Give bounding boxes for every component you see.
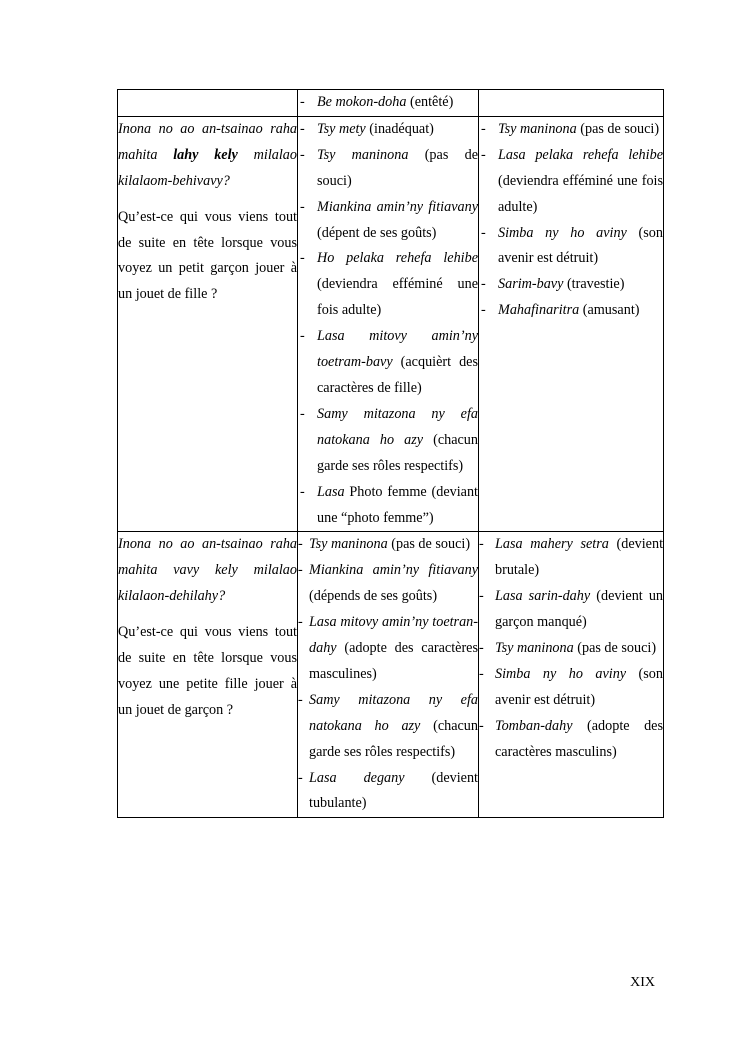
answer-item: - Samy mitazona ny efa natokana ho azy (chacun garde ses rôles respectifs) — [298, 402, 478, 480]
answer-item: - Lasa mahery setra (devient brutale) — [479, 532, 663, 584]
answers-cell — [298, 116, 479, 532]
answer-item: - Tsy maninona (pas de souci) — [298, 143, 478, 195]
answer-item: - Samy mitazona ny efa natokana ho azy (chacun garde ses rôles respectifs) — [298, 688, 478, 766]
survey-table — [117, 89, 664, 818]
answer-item: - Lasa sarin-dahy (devient un garçon manqué) — [479, 584, 663, 636]
question-malagasy: Inona no ao an-tsainao raha mahita vavy kely milalao kilalaon-dehilahy? — [118, 536, 297, 605]
answer-item: - Ho pelaka rehefa lehibe (deviendra efféminé une fois adulte) — [298, 246, 478, 324]
answer-item: - Miankina amin’ny fitiavany (dépends de ses goûts) — [298, 558, 478, 610]
answers-cell — [479, 116, 664, 532]
answer-item: - Tomban-dahy (adopte des caractères masculins) — [479, 714, 663, 766]
answer-item: - Lasa degany (devient tubulante) — [298, 766, 478, 818]
answer-item: - Sarim-bavy (travestie) — [479, 272, 663, 298]
answer-item: - Simba ny ho aviny (son avenir est détruit) — [479, 221, 663, 273]
answers-cell — [479, 532, 664, 818]
answers-cell — [298, 90, 479, 117]
answers-cell — [298, 532, 479, 818]
answer-item: - Lasa mitovy amin’ny toetran-dahy (adopte des caractères masculines) — [298, 610, 478, 688]
table-cell-empty — [479, 90, 664, 117]
answer-item: - Lasa pelaka rehefa lehibe (deviendra efféminé une fois adulte) — [479, 143, 663, 221]
answer-item: - Tsy maninona (pas de souci) — [479, 117, 663, 143]
answer-item: - Mahafinaritra (amusant) — [479, 298, 663, 324]
answer-item: - Simba ny ho aviny (son avenir est détruit) — [479, 662, 663, 714]
answer-item: - Tsy maninona (pas de souci) — [479, 636, 663, 662]
question-malagasy: Inona no ao an-tsainao raha mahita lahy kely milalao kilalaom-behivavy? — [118, 120, 297, 189]
answer-item: - Tsy maninona (pas de souci) — [298, 532, 478, 558]
answer-item: - Be mokon-doha (entêté) — [298, 90, 478, 116]
question-cell — [118, 532, 298, 818]
answer-item: - Lasa mitovy amin’ny toetram-bavy (acquièrt des caractères de fille) — [298, 324, 478, 402]
table-row-girl — [118, 532, 664, 818]
page-number: XIX — [630, 975, 655, 990]
table-cell-empty — [118, 90, 298, 117]
answer-item: - Lasa Photo femme (deviant une “photo femme”) — [298, 480, 478, 532]
table-row-top — [118, 90, 664, 117]
answer-item: - Tsy mety (inadéquat) — [298, 117, 478, 143]
question-french: Qu’est-ce qui vous viens tout de suite en tête lorsque vous voyez une petite fille jouer à un jouet de garçon ? — [118, 624, 297, 718]
question-cell — [118, 116, 298, 532]
question-french: Qu’est-ce qui vous viens tout de suite en tête lorsque vous voyez un petit garçon jouer à un jouet de fille ? — [118, 208, 297, 303]
table-row-boy — [118, 116, 664, 532]
answer-item: - Miankina amin’ny fitiavany (dépent de ses goûts) — [298, 195, 478, 247]
